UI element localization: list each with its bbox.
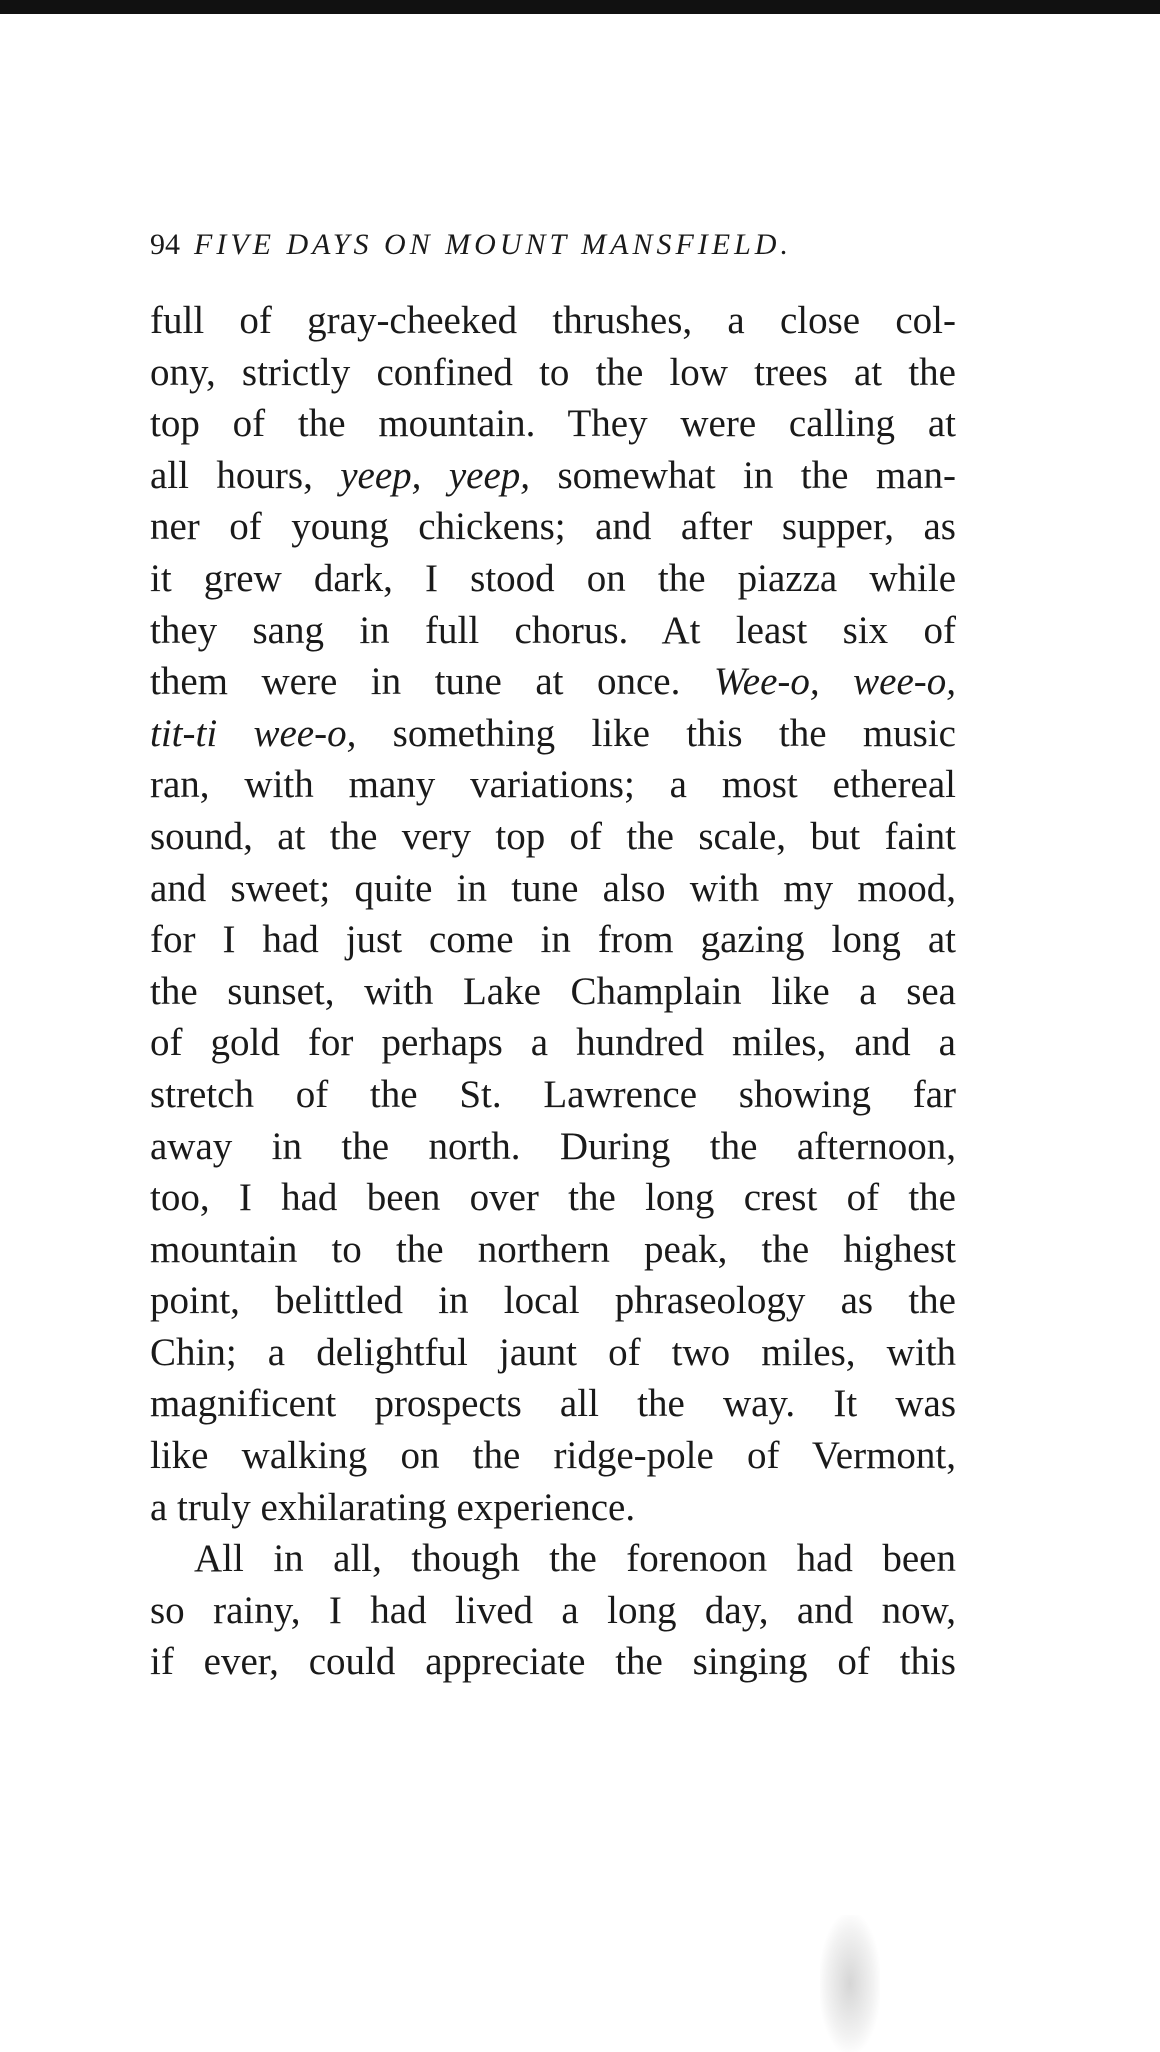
page-number: 94 xyxy=(150,228,180,261)
text-line: too, I had been over the long crest of the xyxy=(150,1176,956,1220)
text-line: a truly exhilarating experience. xyxy=(150,1485,636,1529)
text-line: so rainy, I had lived a long day, and now, xyxy=(150,1588,956,1632)
paragraph-1 xyxy=(150,295,956,1533)
text-line: away in the north. During the afternoon, xyxy=(150,1124,956,1168)
text-line: for I had just come in from gazing long at xyxy=(150,918,956,962)
text-line: they sang in full chorus. At least six of xyxy=(150,608,956,652)
text-line: sound, at the very top of the scale, but faint xyxy=(150,814,956,858)
page-smudge xyxy=(820,1915,880,2052)
text-line: them were in tune at once. Wee-o, wee-o, xyxy=(150,660,956,704)
text-line: point, belittled in local phraseology as the xyxy=(150,1279,956,1323)
text-line: top of the mountain. They were calling at xyxy=(150,402,956,446)
text-line: mountain to the northern peak, the highest xyxy=(150,1227,956,1271)
text-line: magnificent prospects all the way. It was xyxy=(150,1382,956,1426)
running-title: FIVE DAYS ON MOUNT MANSFIELD. xyxy=(194,228,792,261)
page-top-edge xyxy=(0,0,1160,14)
text-line: Chin; a delightful jaunt of two miles, with xyxy=(150,1330,956,1374)
text-line: if ever, could appreciate the singing of this xyxy=(150,1640,956,1684)
text-line: full of gray-cheeked thrushes, a close col- xyxy=(150,299,956,342)
text-line: All in all, though the forenoon had been xyxy=(194,1537,956,1581)
text-line: like walking on the ridge-pole of Vermont, xyxy=(150,1434,956,1478)
text-line: all hours, yeep, yeep, somewhat in the man- xyxy=(150,453,956,497)
running-header xyxy=(150,220,960,270)
text-line: tit-ti wee-o, something like this the music xyxy=(150,711,956,755)
body-text xyxy=(150,295,956,1688)
text-line: of gold for perhaps a hundred miles, and a xyxy=(150,1021,956,1065)
paragraph-2 xyxy=(150,1533,956,1688)
text-line: stretch of the St. Lawrence showing far xyxy=(150,1072,956,1116)
text-line: ran, with many variations; a most ethereal xyxy=(150,763,956,807)
text-line: it grew dark, I stood on the piazza while xyxy=(150,556,956,600)
text-line: ner of young chickens; and after supper, as xyxy=(150,505,956,549)
text-line: and sweet; quite in tune also with my mood, xyxy=(150,866,956,910)
text-line: ony, strictly confined to the low trees at the xyxy=(150,350,956,394)
text-line: the sunset, with Lake Champlain like a sea xyxy=(150,969,956,1013)
